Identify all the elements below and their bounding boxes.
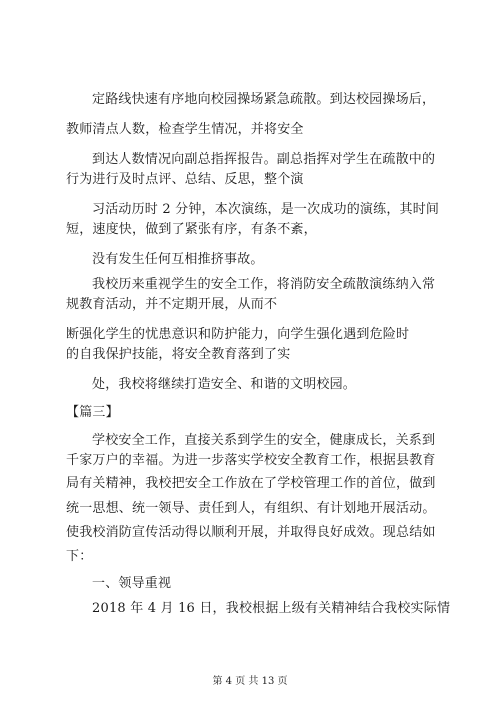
text-line: 到达人数情况向副总指挥报告。副总指挥对学生在疏散中的 [92,152,436,167]
text-line: 短，速度快，做到了紧张有序，有条不紊， [66,222,317,237]
text-line: 没有发生任何互相推挤事故。 [92,252,264,267]
text-line: 行为进行及时点评、总结、反思，整个演 [66,172,304,187]
text-line: 下： [66,549,93,564]
text-line: 定路线快速有序地向校园操场紧急疏散。到达校园操场后， [92,92,436,107]
text-line: 2018 年 4 月 16 日，我校根据上级有关精神结合我校实际情 [92,601,451,616]
page-number: 第 4 页 共 13 页 [212,676,288,687]
text-line: 我校历来重视学生的安全工作，将消防安全疏散演练纳入常 [92,277,436,292]
text-line: 使我校消防宣传活动得以顺利开展，并取得良好成效。现总结如 [66,525,436,540]
subsection-heading: 一、领导重视 [92,576,172,591]
text-line: 教师清点人数，检查学生情况，并将安全 [66,122,304,137]
text-line: 断强化学生的忧患意识和防护能力，向学生强化遇到危险时 [66,327,410,342]
text-line: 学校安全工作，直接关系到学生的安全，健康成长，关系到 [92,433,436,448]
text-line: 习活动历时 2 分钟，本次演练，是一次成功的演练，其时间 [92,202,440,217]
text-line: 处，我校将继续打造安全、和谐的文明校园。 [92,377,357,392]
text-line: 规教育活动，并不定期开展，从而不 [66,297,278,312]
section-heading: 【篇三】 [66,405,119,420]
text-line: 千家万户的幸福。为进一步落实学校安全教育工作，根据县教育 [66,453,436,468]
text-line: 的自我保护技能，将安全教育落到了实 [66,347,291,362]
text-line: 局有关精神，我校把安全工作放在了学校管理工作的首位，做到 [66,476,436,491]
text-line: 统一思想、统一领导、责任到人，有组织、有计划地开展活动。 [66,501,436,516]
